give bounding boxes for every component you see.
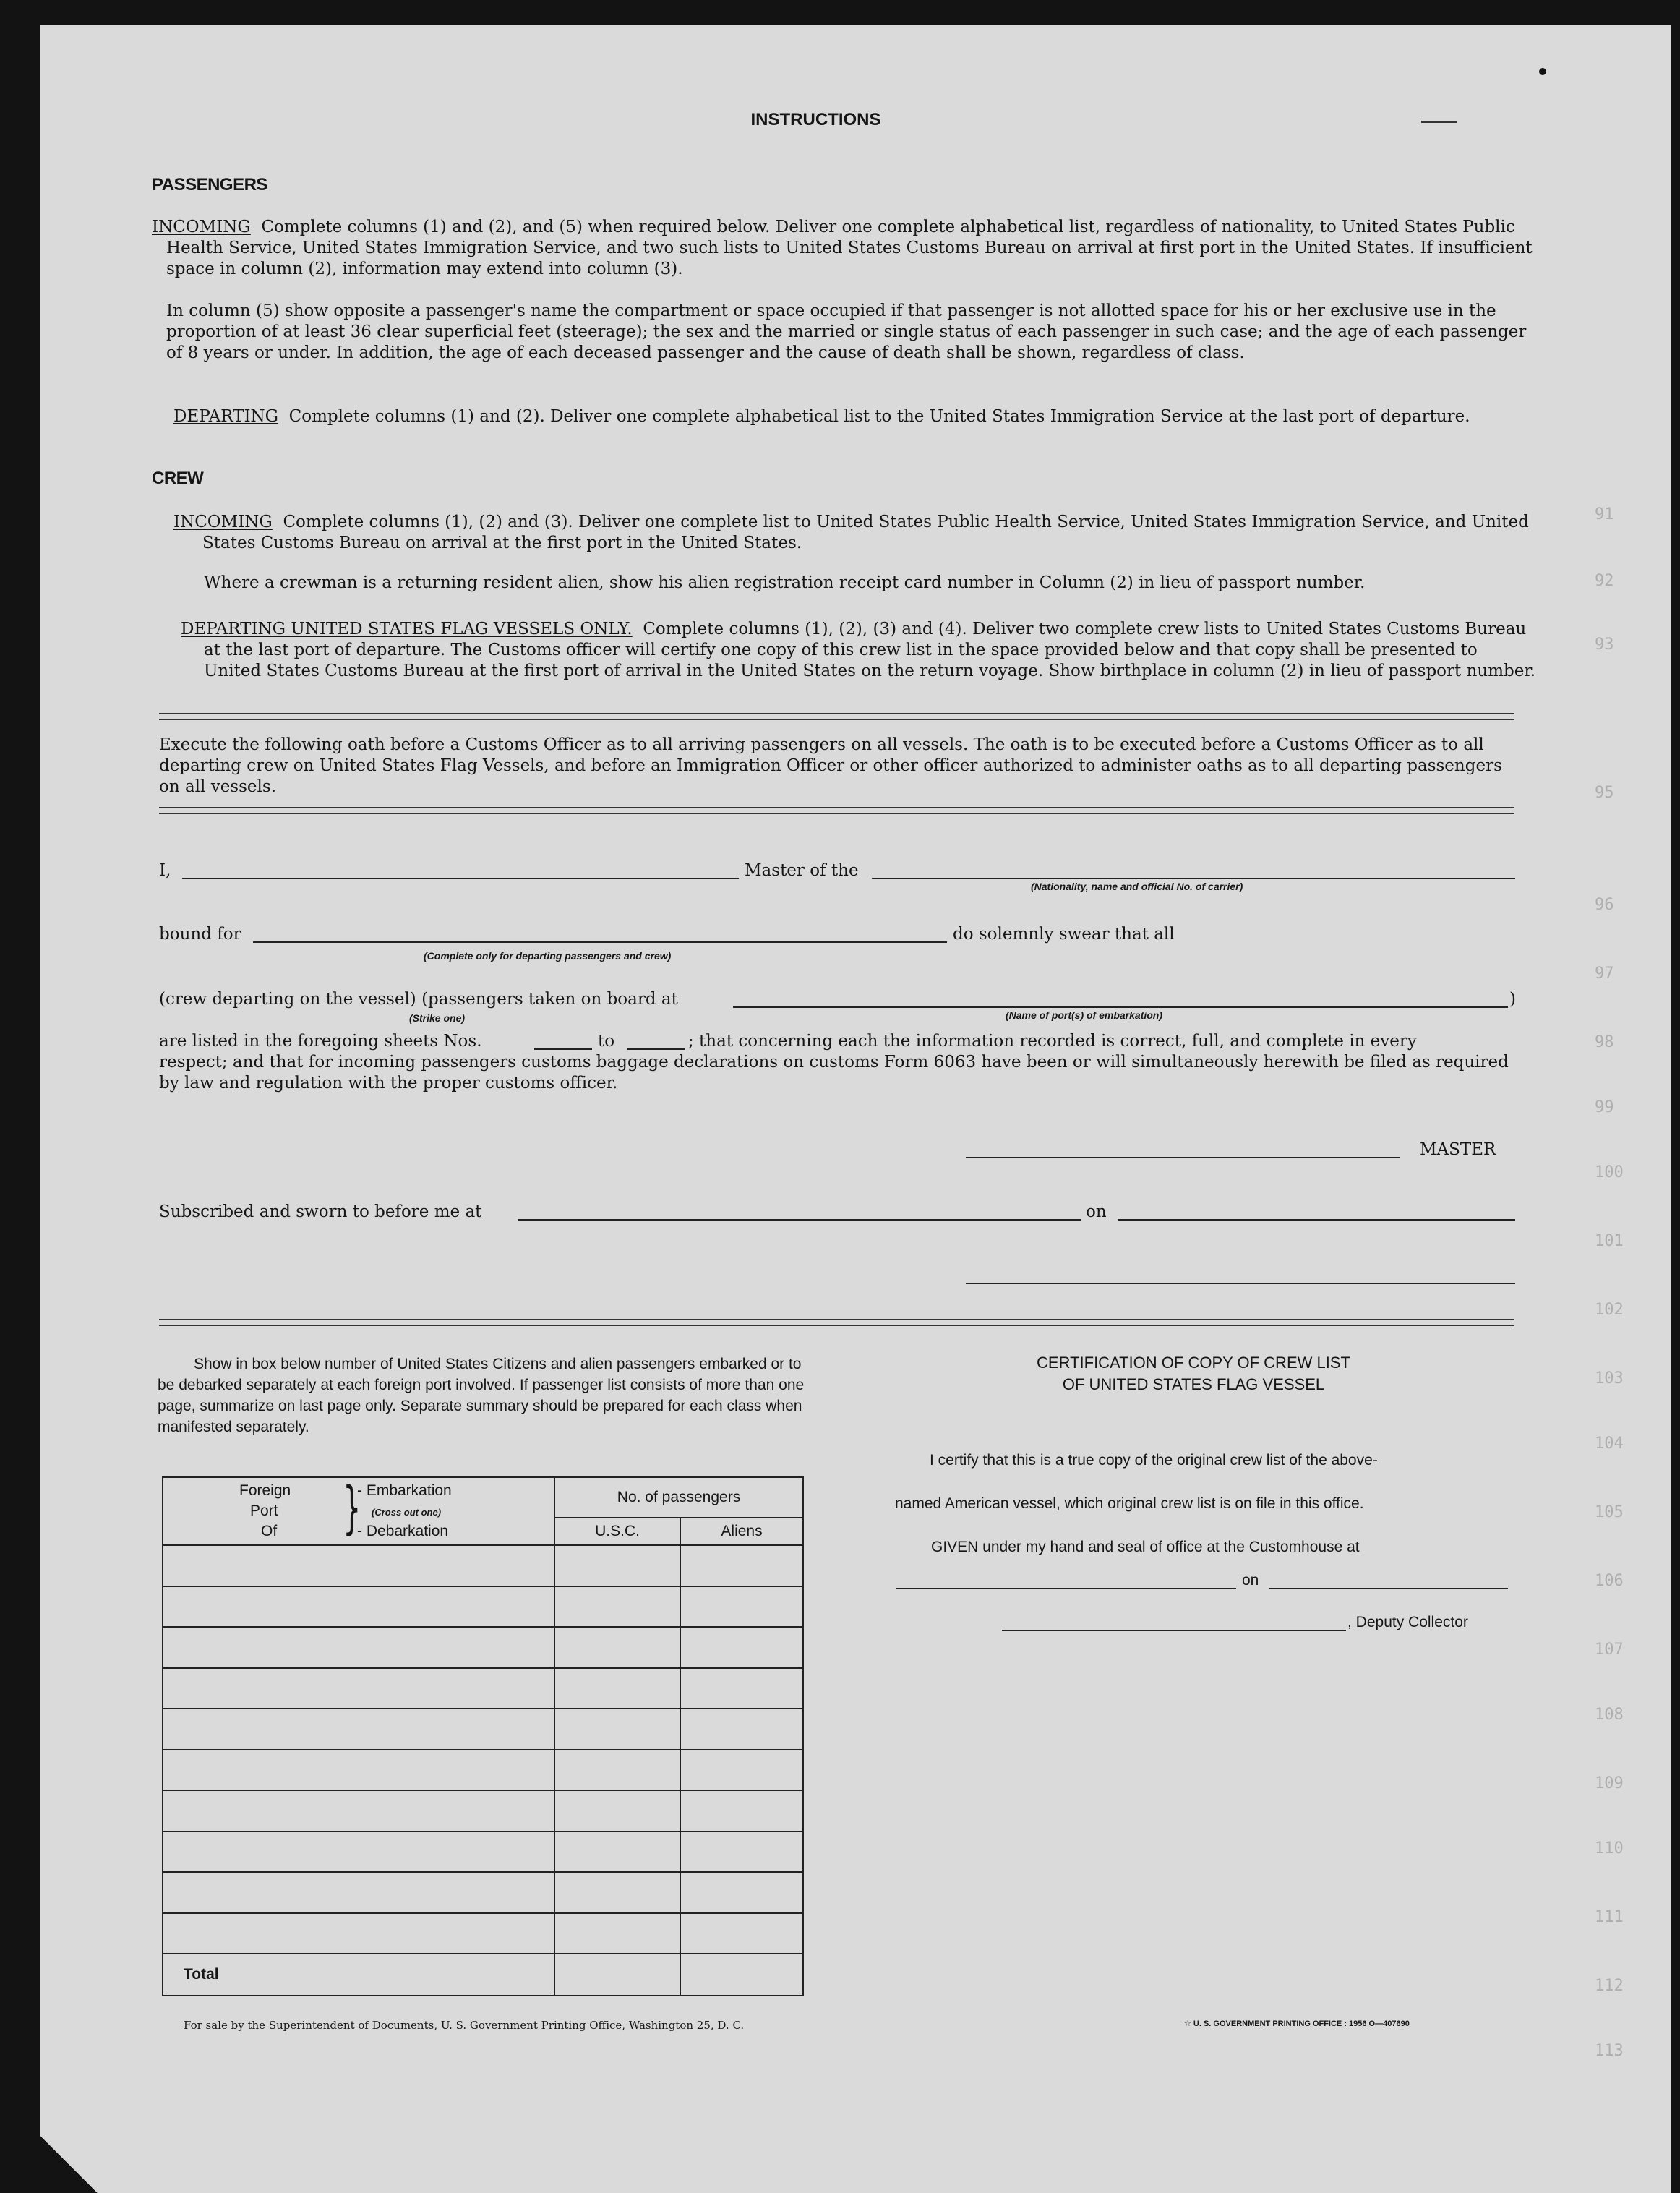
summary-row (163, 1790, 803, 1831)
document-page: 91 92 93 95 96 97 98 99 100 101 102 103 104 105 106 107 108 109 110 111 112 113 INSTRUCTIONS PASSENGERS INCOMING Complete columns (1) and (2), and (5) when required below. Deliver one complete alphabetical list, regardless of nationality, to United States Public Health Service, United States Immigration Service, and two such lists to United States Customs Bureau on arrival at first port in the United States. If insufficient space in column (2), information may extend into column (3). In column (5) show opposite a passenger's name the compartment or space occupied if that passenger is not allotted space for his or her exclusive use in the proportion of at least 36 clear superficial feet (steerage); the sex and the married or single status of each passenger in such case; and the age of each passenger of 8 years or under. In addition, the age of each deceased passenger and the cause of death shall be shown, regardless of class. DEPARTING Complete columns (1) and (2). Deliver one complete alphabetical list to the United States Immigration Service at the last port of departure. CREW INCOMING Complete columns (1), (2) and (3). Deliver one complete list to United States Public Health Service, United States Immigration Service, and United States Customs Bureau on arrival at the first port in the United States. Where a crewman is a returning resident alien, show his alien registration receipt card number in Column (2) in lieu of passport number. DEPARTING UNITED STATES FLAG VESSELS ONLY. Complete columns (1), (2), (3) and (4). Deliver two complete crew lists to United States Customs Bureau at the last port of departure. The Customs officer will certify one copy of this crew list in the space provided below and that copy shall be presented to United States Customs Bureau at the first port of arrival in the United States on the return voyage. Show birthplace in column (2) in lieu of passport number. Execute the following oath before a Customs Officer as to all arriving passengers on all vessels. The oath is to be executed before a Customs Officer as to all departing crew on United States Flag Vessels, and before an Immigration Officer or other officer authorized to administer oaths as to all departing passengers on all vessels. I, Master of the (Nationality, name and official No. of carrier) bound for do solemnly swear that all (Complete only for departing passengers and crew) (crew departing on the vessel) (passengers taken on board at ) (Strike one) (Name of port(s) of embarkation) are listed in the foregoing sheets Nos. to ; that concerning each the information recorded is correct, full, and complete in every respect; and that for incoming passengers customs baggage declarations on customs Form 6063 have been or will simultaneously herewith be filed as required by law and regulation with the proper customs officer. MASTER Subscribed and sworn to before me at on Show in box below number of United States Citizens and alien passengers embarked or to be debarked separately at each foreign port involved. If passenger list consists of more than one page, summarize on last page only. Separate summary should be prepared for each class when manifested separately. Foreign Port Of } - Embarkation (Cross out one) - Debarkation No. of passengers U.S.C. Aliens Total CERTIFICATION OF COPY OF CREW LIST OF UNITED STATES FLAG VESSEL I certify that this is a true copy of the original crew list of the above- named American vessel, which original crew list is on file in this office. GIVEN under my hand and seal of office at the Customhouse at on , Deputy Collector For sale by the Superintendent of Documents, U. S. Government Printing Office, Washington 25, D. C. ☆ U. S. GOVERNMENT PRINTING OFFICE : 1956 O—407690 (40, 25, 1671, 2193)
foreign-label: Foreign (239, 1482, 291, 1499)
passengers-incoming-text: Complete columns (1) and (2), and (5) when required below. Deliver one complete alphabetical list, regardless of nationality, to United States Public Health Service, United States Immigration Service, and two such lists to United States Customs Bureau on arrival at first port in the United States. If insufficient space in column (2), information may extend into column (3). (166, 218, 1533, 278)
embarkation-port-field[interactable] (733, 1006, 1508, 1008)
passengers-column5-paragraph: In column (5) show opposite a passenger's name the compartment or space occupied if that passenger is not allotted space for his or her exclusive use in the proportion of at least 36 clear superficial feet (steerage); the sex and the married or single status of each passenger in such case; and the age of each passenger of 8 years or under. In addition, the age of each deceased passenger and the cause of death shall be shown, regardless of class. (166, 302, 1527, 362)
usc-cell[interactable] (554, 1750, 680, 1791)
page-fold-corner (40, 2136, 98, 2193)
oath-master-of-the: Master of the (745, 861, 859, 880)
oath-master: MASTER (1420, 1140, 1496, 1159)
usc-cell[interactable] (554, 1545, 680, 1586)
crew-incoming-paragraph (173, 512, 1536, 554)
aliens-cell[interactable] (680, 1668, 803, 1709)
port-cell[interactable] (163, 1831, 554, 1873)
usc-cell[interactable] (554, 1790, 680, 1831)
aliens-cell[interactable] (680, 1709, 803, 1750)
oath-listed-to: to (598, 1032, 615, 1051)
crew-departing-label: DEPARTING UNITED STATES FLAG VESSELS ONLY. (181, 620, 633, 638)
crew-departing-text: Complete columns (1), (2), (3) and (4). Deliver two complete crew lists to United States Customs Bureau at the last port of departure. The Customs officer will certify one copy of this crew list in the space provided below and that copy shall be presented to United States Customs Bureau at the first port of arrival in the United States on the return voyage. Show birthplace in column (2) in lieu of passport number. (204, 620, 1536, 680)
divider-3 (159, 1319, 1514, 1326)
summary-row (163, 1750, 803, 1791)
certification-title-2: OF UNITED STATES FLAG VESSEL (1062, 1375, 1325, 1393)
passengers-incoming-label: INCOMING (152, 218, 251, 236)
port-cell[interactable] (163, 1750, 554, 1791)
usc-cell[interactable] (554, 1668, 680, 1709)
carrier-field[interactable] (872, 878, 1515, 879)
passengers-incoming-paragraph (152, 217, 1533, 280)
master-signature-field[interactable] (966, 1157, 1400, 1158)
usc-cell[interactable] (554, 1872, 680, 1913)
complete-caption: (Complete only for departing passengers and crew) (424, 950, 672, 962)
subscribed-place-field[interactable] (518, 1219, 1081, 1221)
oath-bound-for: bound for (159, 925, 241, 944)
certification-text-2: named American vessel, which original crew list is on file in this office. (895, 1495, 1364, 1512)
summary-intro: Show in box below number of United States Citizens and alien passengers embarked or to be debarked separately at each foreign port involved. If passenger list consists of more than one page, summarize on last page only. Separate summary should be prepared for each class when manifested separately. (158, 1356, 805, 1435)
aliens-cell[interactable] (680, 1545, 803, 1586)
summary-row (163, 1545, 803, 1586)
usc-header: U.S.C. (554, 1518, 680, 1545)
summary-row (163, 1668, 803, 1709)
page-title: INSTRUCTIONS (750, 110, 881, 129)
of-label: Of (261, 1523, 278, 1539)
passengers-departing-label: DEPARTING (173, 407, 279, 426)
port-cell[interactable] (163, 1586, 554, 1628)
strike-caption: (Strike one) (409, 1012, 466, 1024)
sheet-from-field[interactable] (534, 1048, 592, 1050)
total-usc-cell[interactable] (554, 1954, 680, 1996)
summary-row (163, 1831, 803, 1873)
officer-signature-field[interactable] (966, 1283, 1515, 1284)
passengers-heading: PASSENGERS (152, 175, 267, 194)
port-cell[interactable] (163, 1627, 554, 1668)
deputy-collector-field[interactable] (1002, 1630, 1346, 1631)
summary-row (163, 1872, 803, 1913)
passenger-summary-table (162, 1476, 804, 1996)
aliens-cell[interactable] (680, 1627, 803, 1668)
certification-title-1: CERTIFICATION OF COPY OF CREW LIST (1037, 1354, 1350, 1372)
port-cell[interactable] (163, 1545, 554, 1586)
crew-departing-paragraph (181, 619, 1538, 682)
port-label: Port (250, 1502, 278, 1519)
corner-mark (1539, 68, 1546, 75)
usc-cell[interactable] (554, 1709, 680, 1750)
sheet-to-field[interactable] (627, 1048, 685, 1050)
summary-row (163, 1709, 803, 1750)
aliens-cell[interactable] (680, 1872, 803, 1913)
passengers-departing-text: Complete columns (1) and (2). Deliver one complete alphabetical list to the United States Immigration Service at the last port of departure. (288, 407, 1470, 426)
debarkation-label: - Debarkation (357, 1523, 449, 1539)
subscribed-date-field[interactable] (1118, 1219, 1515, 1221)
certification-on: on (1242, 1572, 1259, 1589)
aliens-cell[interactable] (680, 1831, 803, 1873)
footer-gpo: ☆ U. S. GOVERNMENT PRINTING OFFICE : 1956 O—407690 (1184, 2019, 1410, 2028)
aliens-header: Aliens (680, 1518, 803, 1545)
total-label: Total (163, 1954, 554, 1996)
no-passengers-header: No. of passengers (554, 1477, 803, 1518)
crew-incoming-text: Complete columns (1), (2) and (3). Deliver one complete list to United States Public Health Service, United States Immigration Service, and United States Customs Bureau on arrival at the first port in the United States. (202, 513, 1529, 552)
total-aliens-cell[interactable] (680, 1954, 803, 1996)
port-cell[interactable] (163, 1790, 554, 1831)
port-cell[interactable] (163, 1668, 554, 1709)
summary-rows (163, 1545, 803, 1954)
carrier-caption: (Nationality, name and official No. of carrier) (1031, 881, 1243, 892)
foreign-port-header (163, 1477, 554, 1545)
brace-icon: } (343, 1476, 361, 1541)
oath-subscribed: Subscribed and sworn to before me at (159, 1202, 482, 1221)
port-cell[interactable] (163, 1709, 554, 1750)
oath-listed-b: ; that concerning each the information recorded is correct, full, and complete in every (688, 1032, 1417, 1051)
certification-text-1: I certify that this is a true copy of the original crew list of the above- (930, 1452, 1378, 1469)
summary-row (163, 1627, 803, 1668)
oath-close-paren: ) (1509, 990, 1516, 1009)
bound-for-field[interactable] (253, 941, 947, 943)
certification-date-field[interactable] (1269, 1588, 1508, 1589)
customhouse-field[interactable] (896, 1588, 1236, 1589)
certification-deputy: , Deputy Collector (1347, 1614, 1468, 1630)
oath-intro: Execute the following oath before a Customs Officer as to all arriving passengers on all vessels. The oath is to be executed before a Customs Officer as to all departing crew on United States Flag Vessels, and before an Immigration Officer or other officer authorized to administer oaths as to all departing passengers on all vessels. (159, 735, 1502, 796)
usc-cell[interactable] (554, 1586, 680, 1628)
oath-crew-departing: (crew departing on the vessel) (passengers taken on board at (159, 990, 678, 1009)
aliens-cell[interactable] (680, 1913, 803, 1954)
usc-cell[interactable] (554, 1831, 680, 1873)
usc-cell[interactable] (554, 1627, 680, 1668)
cross-out-caption: (Cross out one) (372, 1507, 442, 1518)
oath-on: on (1086, 1202, 1107, 1221)
aliens-cell[interactable] (680, 1750, 803, 1791)
port-cell[interactable] (163, 1872, 554, 1913)
usc-cell[interactable] (554, 1913, 680, 1954)
summary-row (163, 1913, 803, 1954)
oath-swear: do solemnly swear that all (953, 925, 1175, 944)
port-cell[interactable] (163, 1913, 554, 1954)
divider-2 (159, 807, 1514, 814)
oath-i-label: I, (159, 861, 171, 880)
crew-heading: CREW (152, 469, 204, 488)
oath-listed-a: are listed in the foregoing sheets Nos. (159, 1032, 482, 1051)
master-name-field[interactable] (182, 878, 739, 879)
aliens-cell[interactable] (680, 1586, 803, 1628)
oath-listed-rest: respect; and that for incoming passengers customs baggage declarations on customs Form 6063 have been or will simultaneously herewith be filed as required by law and regulation with the proper customs officer. (159, 1053, 1509, 1093)
embarkation-label: - Embarkation (357, 1482, 452, 1499)
crew-resident-paragraph: Where a crewman is a returning resident alien, show his alien registration receipt card number in Column (2) in lieu of passport number. (204, 573, 1366, 592)
certification-given: GIVEN under my hand and seal of office at the Customhouse at (931, 1539, 1360, 1555)
divider-1 (159, 713, 1514, 720)
passengers-departing-paragraph (173, 406, 1533, 427)
footer-sale: For sale by the Superintendent of Documents, U. S. Government Printing Office, Washington 25, D. C. (184, 2019, 745, 2032)
summary-row (163, 1586, 803, 1628)
aliens-cell[interactable] (680, 1790, 803, 1831)
port-caption: (Name of port(s) of embarkation) (1006, 1009, 1163, 1021)
crew-incoming-label: INCOMING (173, 513, 273, 531)
